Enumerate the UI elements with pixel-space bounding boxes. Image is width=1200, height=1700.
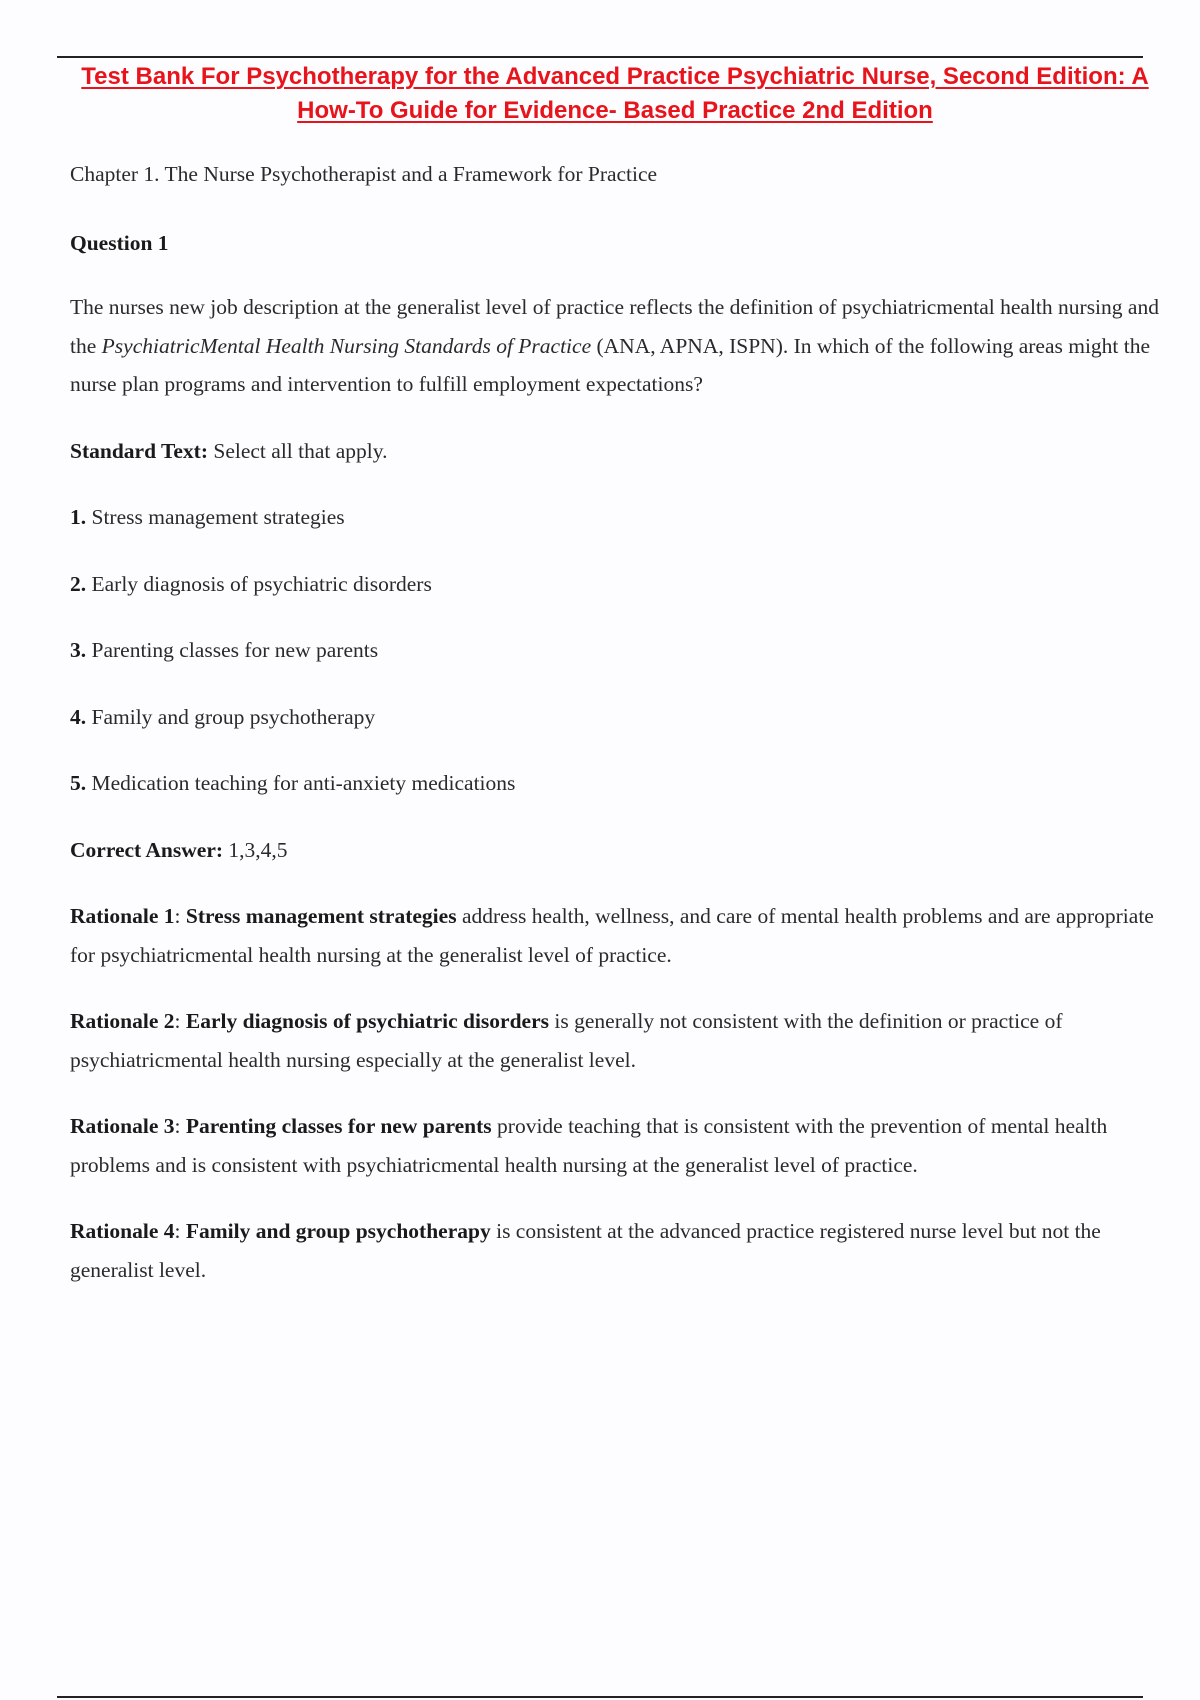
option-1 [70,498,1160,537]
standard-text-label: Standard Text: [70,438,208,463]
option-text: Family and group psychotherapy [86,704,376,729]
option-5 [70,764,1160,803]
option-3 [70,631,1160,670]
document-body [70,155,1160,1317]
question-text-italic: PsychiatricMental Health Nursing Standards of Practice [101,333,592,358]
question-text-before: The nurses new job description at the generalist level of practice reflects the definition of psychiatricmental health nursing and the [70,295,1159,358]
chapter-heading: Chapter 1. The Nurse Psychotherapist and a Framework for Practice [70,162,658,186]
rationale-sep: : [174,1219,186,1243]
rationale-topic: Family and group psychotherapy [185,1219,491,1243]
rationale-2 [70,1002,1160,1079]
standard-text [70,432,1160,471]
rationale-label: Rationale 3 [70,1114,175,1138]
rationale-topic: Stress management strategies [185,904,457,928]
option-number: 1. [70,505,87,529]
option-number: 3. [70,638,87,662]
question-label-text: Question 1 [70,230,169,255]
rationale-text: is generally not consistent with the definition or practice of psychiatricmental health nursing especially at the generalist level. [70,1009,1063,1072]
question-text-after: (ANA, APNA, ISPN). In which of the following areas might the nurse plan programs and intervention to fulfill employment expectations? [70,333,1151,396]
option-2 [70,565,1160,604]
document-title: Test Bank For Psychotherapy for the Advanced Practice Psychiatric Nurse, Second Edition: A How-To Guide for Evidence- Based Practice 2nd Edition [81,63,1149,124]
option-text: Early diagnosis of psychiatric disorders [86,571,432,596]
option-text: Parenting classes for new parents [86,638,379,662]
rationale-4 [70,1212,1160,1289]
standard-text-value: Select all that apply. [208,438,388,463]
question-text [70,288,1160,404]
option-number: 2. [70,571,87,596]
rationale-sep: : [174,1009,186,1033]
rationale-3 [70,1107,1160,1184]
top-rule [57,56,1143,58]
rationale-topic: Parenting classes for new parents [185,1114,492,1138]
correct-answer-label: Correct Answer: [70,837,224,862]
rationale-label: Rationale 1 [70,904,175,928]
option-4 [70,698,1160,737]
option-number: 4. [70,704,87,729]
question-label [70,224,1160,263]
option-text: Stress management strategies [86,505,345,529]
rationale-text: provide teaching that is consistent with the prevention of mental health problems and is consistent with psychiatricmental health nursing at the generalist level of practice. [70,1114,1108,1177]
rationale-label: Rationale 2 [70,1009,175,1033]
option-text: Medication teaching for anti-anxiety medications [86,771,516,795]
rationale-sep: : [174,904,186,928]
correct-answer-value: 1,3,4,5 [223,837,288,862]
rationale-1 [70,897,1160,974]
option-number: 5. [70,771,87,795]
correct-answer [70,831,1160,870]
rationale-sep: : [174,1114,186,1138]
bottom-rule [57,1696,1143,1698]
rationale-topic: Early diagnosis of psychiatric disorders [185,1009,550,1033]
rationale-text: is consistent at the advanced practice registered nurse level but not the generalist level. [70,1219,1101,1282]
rationale-label: Rationale 4 [70,1219,175,1243]
rationale-text: address health, wellness, and care of mental health problems and are appropriate for psychiatricmental health nursing at the generalist level of practice. [70,904,1154,967]
